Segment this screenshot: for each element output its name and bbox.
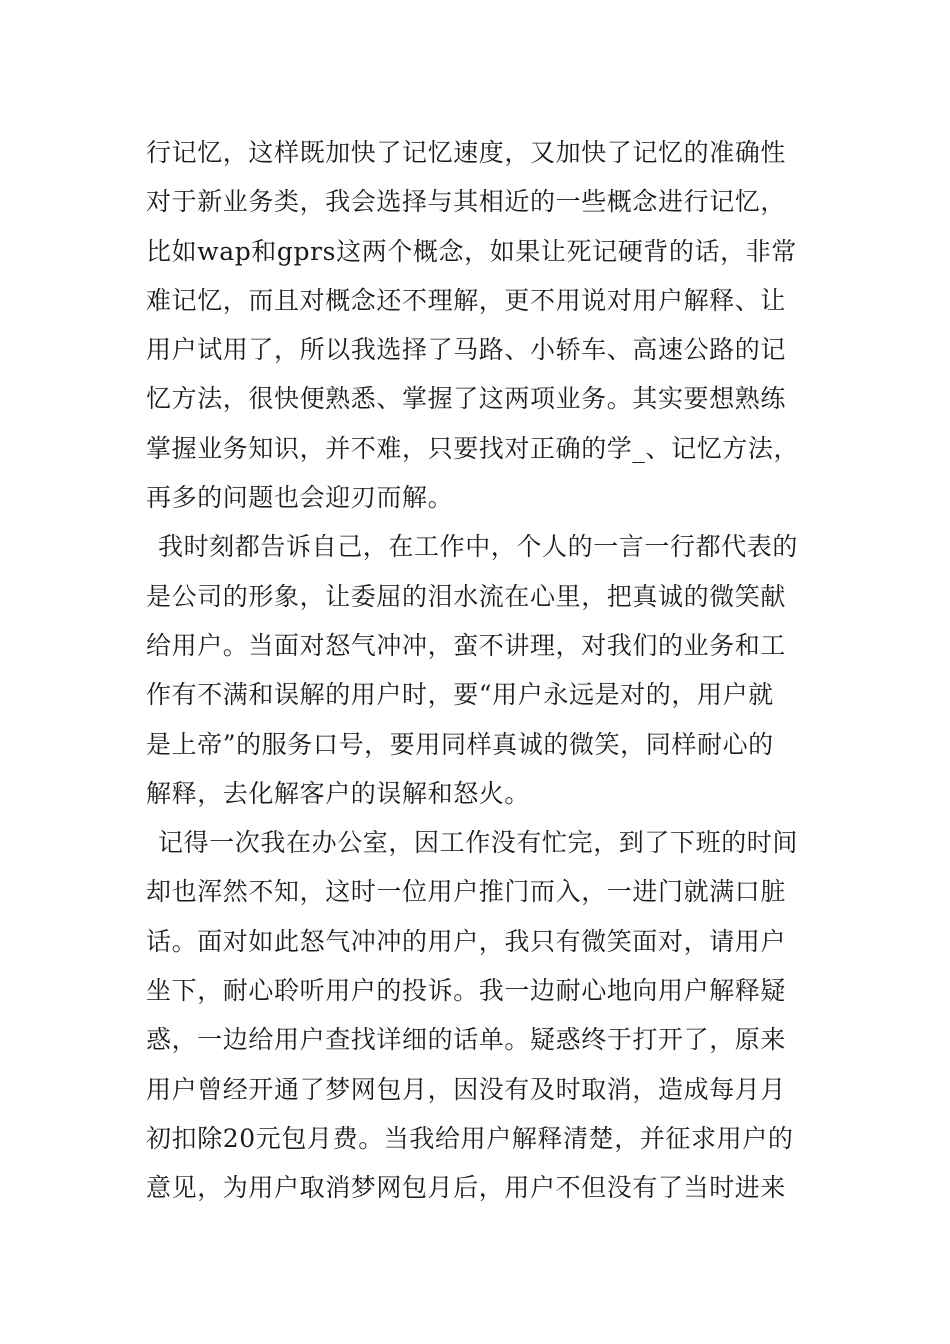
paragraph-start-line: 我时刻都告诉自己，在工作中，个人的一言一行都代表的 xyxy=(158,532,799,562)
paragraph-start-line: 记得一次我在办公室，因工作没有忙完，到了下班的时间 xyxy=(158,828,799,858)
text-line: 解释，去化解客户的误解和怒火。 xyxy=(146,778,531,808)
text-line: 用户试用了，所以我选择了马路、小轿车、高速公路的记 xyxy=(146,335,787,365)
text-line: 对于新业务类，我会选择与其相近的一些概念进行记忆， xyxy=(146,187,787,217)
text-line: 作有不满和误解的用户时，要“用户永远是对的，用户就 xyxy=(146,680,774,710)
text-line: 忆方法，很快便熟悉、掌握了这两项业务。其实要想熟练 xyxy=(146,384,787,414)
text-line: 行记忆，这样既加快了记忆速度，又加快了记忆的准确性 xyxy=(146,138,787,167)
text-line: 意见，为用户取消梦网包月后，用户不但没有了当时进来 xyxy=(146,1173,787,1203)
text-line: 用户曾经开通了梦网包月，因没有及时取消，造成每月月 xyxy=(146,1074,787,1104)
text-line: 比如wap和gprs这两个概念，如果让死记硬背的话，非常 xyxy=(146,236,797,266)
text-line: 是上帝”的服务口号，要用同样真诚的微笑，同样耐心的 xyxy=(146,729,774,759)
text-line: 是公司的形象，让委屈的泪水流在心里，把真诚的微笑献 xyxy=(146,581,787,611)
text-line: 话。面对如此怒气冲冲的用户，我只有微笑面对，请用户 xyxy=(146,926,787,956)
text-line: 惑，一边给用户查找详细的话单。疑惑终于打开了，原来 xyxy=(146,1025,787,1055)
body-text xyxy=(146,128,810,1213)
text-line: 却也浑然不知，这时一位用户推门而入，一进门就满口脏 xyxy=(146,877,787,907)
text-line: 难记忆，而且对概念还不理解，更不用说对用户解释、让 xyxy=(146,285,787,315)
text-line: 再多的问题也会迎刃而解。 xyxy=(146,483,454,513)
text-line: 坐下，耐心聆听用户的投诉。我一边耐心地向用户解释疑 xyxy=(146,976,787,1006)
text-line: 给用户。当面对怒气冲冲，蛮不讲理，对我们的业务和工 xyxy=(146,630,787,660)
text-line: 初扣除20元包月费。当我给用户解释清楚，并征求用户的 xyxy=(146,1123,794,1153)
text-line: 掌握业务知识，并不难，只要找对正确的学_、记忆方法， xyxy=(146,433,800,463)
